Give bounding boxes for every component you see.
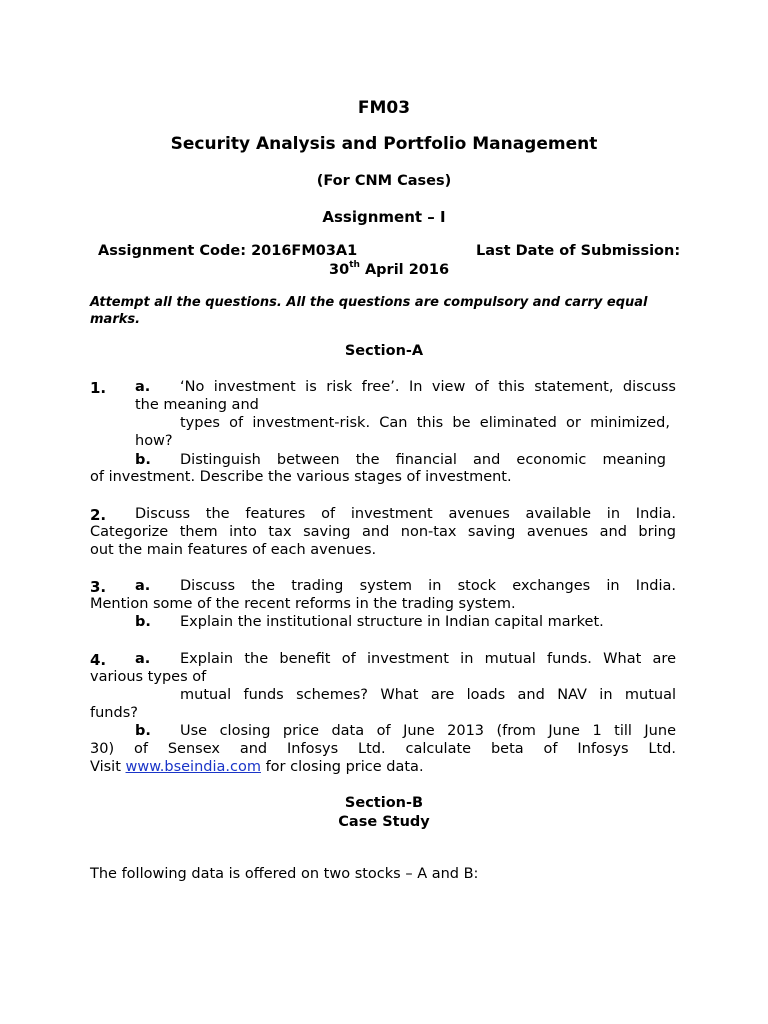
- question-4b-label: b.: [135, 723, 151, 739]
- bseindia-link[interactable]: www.bseindia.com: [125, 759, 261, 775]
- question-4a-line-3: mutual funds schemes? What are loads and NAV in mutual: [180, 687, 676, 703]
- document-title: Security Analysis and Portfolio Management: [170, 134, 598, 154]
- submission-date: [329, 262, 449, 278]
- question-1b-label: b.: [135, 452, 151, 468]
- question-4a-line-2: various types of: [90, 669, 207, 685]
- section-b-title: Section-B: [344, 795, 424, 811]
- question-2-number: 2.: [90, 506, 107, 524]
- case-study-intro: The following data is offered on two stocks – A and B:: [90, 866, 479, 882]
- question-4b-line-3: [90, 759, 424, 775]
- date-suffix: th: [349, 260, 360, 270]
- question-1a-line-1: ‘No investment is risk free’. In view of this statement, discuss: [180, 379, 676, 395]
- question-2-line-3: out the main features of each avenues.: [90, 542, 377, 558]
- question-1a-label: a.: [135, 379, 151, 395]
- last-date-label: Last Date of Submission:: [476, 243, 681, 259]
- visit-text: Visit: [90, 759, 126, 775]
- case-study-title: Case Study: [338, 814, 430, 830]
- date-day: 30: [329, 262, 350, 278]
- question-1b-line-2: of investment. Describe the various stages of investment.: [90, 469, 512, 485]
- assignment-heading: Assignment – I: [322, 208, 446, 226]
- question-4b-line-1: Use closing price data of June 2013 (from June 1 till June: [180, 723, 676, 739]
- instructions-line-2: marks.: [90, 312, 141, 327]
- question-3a-label: a.: [135, 578, 151, 594]
- assignment-code: Assignment Code: 2016FM03A1: [98, 243, 358, 259]
- question-4a-label: a.: [135, 651, 151, 667]
- question-1a-line-2: the meaning and: [135, 397, 259, 413]
- question-4b-line-2: 30) of Sensex and Infosys Ltd. calculate beta of Infosys Ltd.: [90, 741, 676, 757]
- question-1-number: 1.: [90, 379, 107, 397]
- question-3a-line-1: Discuss the trading system in stock exchanges in India.: [180, 578, 676, 594]
- question-1a-line-3: types of investment-risk. Can this be eliminated or minimized,: [180, 415, 670, 431]
- question-1b-line-1: Distinguish between the financial and economic meaning: [180, 452, 666, 468]
- question-4a-line-1: Explain the benefit of investment in mutual funds. What are: [180, 651, 676, 667]
- question-3b-label: b.: [135, 614, 151, 630]
- question-3-number: 3.: [90, 578, 107, 596]
- question-2-line-1: Discuss the features of investment avenues available in India.: [135, 506, 676, 522]
- question-4a-line-4: funds?: [90, 705, 138, 721]
- question-1a-line-4: how?: [135, 433, 173, 449]
- date-month-year: April 2016: [359, 262, 450, 278]
- question-4-number: 4.: [90, 651, 107, 669]
- question-2-line-2: Categorize them into tax saving and non-tax saving avenues and bring: [90, 524, 676, 540]
- document-code: FM03: [357, 98, 411, 118]
- closing-price-text: for closing price data.: [260, 759, 424, 775]
- question-3a-line-2: Mention some of the recent reforms in the trading system.: [90, 596, 516, 612]
- question-3b-line-1: Explain the institutional structure in Indian capital market.: [180, 614, 604, 630]
- document-subtitle: (For CNM Cases): [316, 173, 452, 189]
- section-a-title: Section-A: [344, 343, 424, 359]
- instructions-line-1: Attempt all the questions. All the questions are compulsory and carry equal: [90, 295, 648, 310]
